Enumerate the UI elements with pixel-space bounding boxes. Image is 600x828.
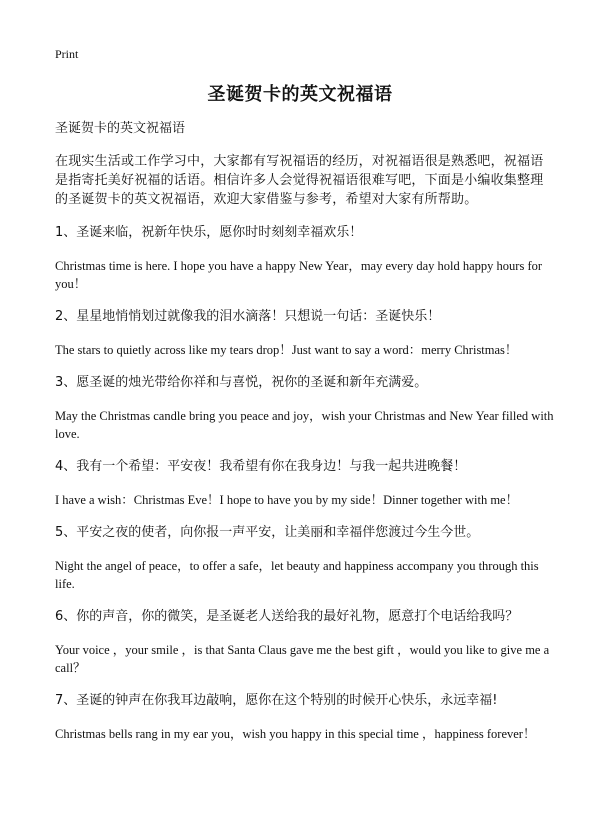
- wish-item: [55, 691, 555, 743]
- wish-chinese: 6、你的声音，你的微笑，是圣诞老人送给我的最好礼物，愿意打个电话给我吗？: [55, 609, 519, 624]
- wish-item: [55, 373, 555, 443]
- wish-english: May the Christmas candle bring you peace and joy，wish your Christmas and New Year filled with love.: [55, 409, 554, 441]
- wish-english: Night the angel of peace，to offer a safe，let beauty and happiness accompany you through this life.: [55, 559, 539, 591]
- wish-english: Christmas bells rang in my ear you，wish you happy in this special time ，happiness forever！: [55, 727, 536, 741]
- wish-item: [55, 523, 555, 593]
- wish-chinese: 1、圣诞来临，祝新年快乐，愿你时时刻刻幸福欢乐！: [55, 225, 363, 240]
- article-subtitle: 圣诞贺卡的英文祝福语: [55, 121, 186, 136]
- wish-item: [55, 223, 555, 293]
- wish-chinese: 7、圣诞的钟声在你我耳边敲响，愿你在这个特别的时候开心快乐，永远幸福!: [55, 693, 498, 708]
- wish-english: Christmas time is here. I hope you have a happy New Year，may every day hold happy hours for you！: [55, 259, 543, 291]
- wish-item: [55, 607, 555, 677]
- wish-english: The stars to quietly across like my tears drop！Just want to say a word：merry Christmas！: [55, 343, 518, 357]
- wish-chinese: 4、我有一个希望：平安夜！我希望有你在我身边！与我一起共进晚餐！: [55, 459, 467, 474]
- wish-item: [55, 307, 555, 359]
- wish-item: [55, 457, 555, 509]
- wish-chinese: 5、平安之夜的使者，向你报一声平安，让美丽和幸福伴您渡过今生今世。: [55, 525, 480, 540]
- wish-english: I have a wish：Christmas Eve！I hope to have you by my side！Dinner together with me！: [55, 493, 519, 507]
- intro-paragraph: 在现实生活或工作学习中，大家都有写祝福语的经历，对祝福语很是熟悉吧，祝福语是指寄托美好祝福的话语。相信许多人会觉得祝福语很难写吧，下面是小编收集整理的圣诞贺卡的英文祝福语，欢迎大家借鉴与参考，希望对大家有所帮助。: [55, 154, 544, 207]
- wish-english: Your voice ，your smile ，is that Santa Claus gave me the best gift ，would you like to give me a call？: [55, 643, 550, 675]
- page-title: 圣诞贺卡的英文祝福语: [207, 84, 393, 105]
- wish-chinese: 3、愿圣诞的烛光带给你祥和与喜悦，祝你的圣诞和新年充满爱。: [55, 375, 428, 390]
- article-body: [55, 120, 555, 757]
- print-link[interactable]: Print: [55, 47, 79, 61]
- wish-chinese: 2、星星地悄悄划过就像我的泪水滴落！只想说一句话：圣诞快乐！: [55, 309, 441, 324]
